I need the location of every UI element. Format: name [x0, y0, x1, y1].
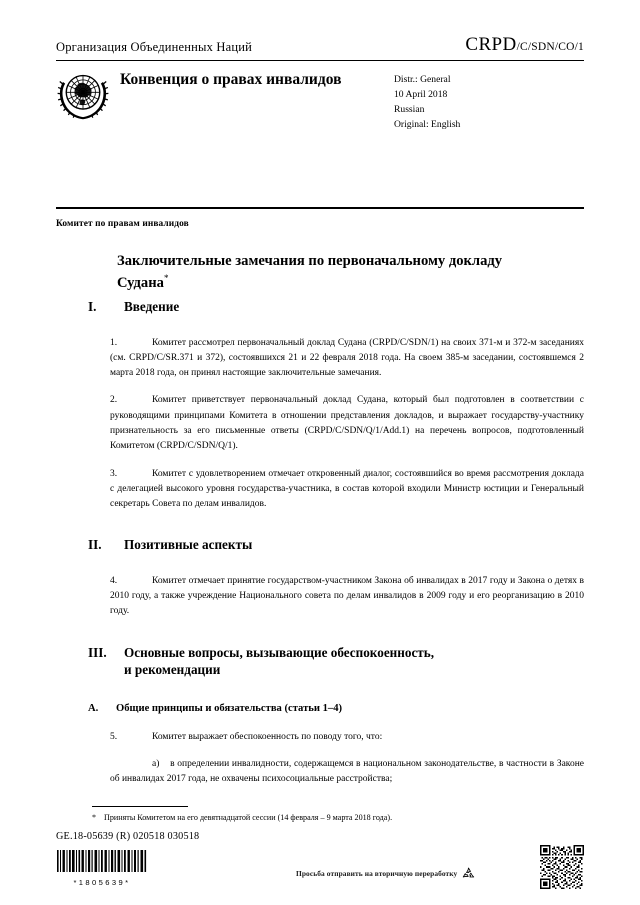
- paragraph-text: Комитет выражает обеспокоенность по поводу того, что:: [152, 731, 383, 742]
- page-title: [117, 252, 537, 294]
- convention-title: Конвенция о правах инвалидов: [120, 71, 342, 88]
- paragraph: [56, 336, 584, 382]
- paragraph-text: Комитет рассмотрел первоначальный доклад Судана (CRPD/C/SDN/1) на своих 371-м и 372-м заседаниях (см. CRPD/C/SR.371 и 372), состоявшихся 21 и 22 февраля 2018 года. На своем 385-м заседании, состоявшемся 2 марта 2018 года, он принял настоящие заключительные замечания.: [110, 337, 584, 379]
- section-numeral-intro: I.: [88, 299, 97, 314]
- subsection-heading-general-principles: [56, 703, 584, 714]
- page-title-footnote-marker: *: [163, 272, 169, 283]
- barcode-text: *1805639*: [73, 878, 131, 887]
- paragraph-number: 3.: [110, 468, 118, 479]
- section-heading-concerns: [56, 644, 584, 679]
- footnote-separator: [92, 806, 188, 807]
- subparagraph-body: в определении инвалидности, содержащемся в национальном законодательстве, в частности в Законе об инвалидах 2017 года, не охвачены психосоциальные расстройства;: [110, 759, 584, 785]
- footnote-text: Приняты Комитетом на его девятнадцатой сессии (14 февраля – 9 марта 2018 года).: [104, 813, 393, 822]
- subparagraph-label: a): [152, 759, 160, 770]
- section-title-positive: Позитивные аспекты: [124, 537, 253, 553]
- masthead-rule: [56, 60, 584, 61]
- distribution-type: Distr.: General: [394, 74, 451, 85]
- distribution-block: [388, 66, 584, 133]
- paragraph-number: 2.: [110, 395, 118, 406]
- section-title-intro: Введение: [124, 299, 180, 314]
- ge-reference: GE.18-05639 (R) 020518 030518: [56, 831, 200, 842]
- paragraph: [56, 730, 584, 745]
- section-heading-positive: [56, 536, 584, 554]
- section-numeral-positive: II.: [88, 537, 102, 553]
- document-date: 10 April 2018: [394, 88, 448, 100]
- paragraph: [56, 574, 584, 620]
- subparagraph-text: [110, 757, 584, 788]
- masthead: [56, 34, 584, 61]
- paragraph: [56, 467, 584, 513]
- paragraph-text: Комитет отмечает принятие государством-участником Закона об инвалидах в 2017 году и Закона о детях в 2010 году, а также учреждение Национального совета по делам инвалидов в 2009 году и его реорганизацию в 2010 году.: [110, 575, 584, 617]
- document-body: [56, 298, 584, 788]
- paragraph-text: Комитет с удовлетворением отмечает откровенный диалог, состоявшийся во время рассмотрения доклада с делегацией высокого уровня государства-участника, в состав которой входили Министр юстиции и Генеральный секретарь Совета по делам инвалидов.: [110, 468, 584, 510]
- section-title-concerns-line2: и рекомендации: [124, 662, 221, 678]
- recycle-text: Просьба отправить на вторичную переработку: [296, 869, 458, 878]
- document-symbol-sub: /C/SDN/CO/1: [516, 41, 584, 53]
- title-band: [56, 66, 584, 133]
- page-title-text: Заключительные замечания по первоначальному докладу Судана: [117, 253, 503, 291]
- section-numeral-concerns: III.: [88, 644, 107, 660]
- qr-code: [540, 845, 584, 889]
- section-title-concerns-line1: Основные вопросы, вызывающие обеспокоенность,: [124, 644, 435, 660]
- footnote-marker: *: [92, 813, 97, 822]
- recycle-notice: [296, 866, 476, 881]
- paragraph-number: 4.: [110, 575, 118, 586]
- document-language: Russian: [394, 103, 425, 115]
- barcode: [56, 850, 148, 887]
- organization-name: Организация Объединенных Наций: [56, 40, 253, 55]
- paragraph-number: 1.: [110, 337, 118, 348]
- paragraph: [56, 393, 584, 454]
- recycle-icon: [461, 866, 476, 881]
- footnote: [92, 812, 552, 823]
- committee-name: Комитет по правам инвалидов: [56, 219, 189, 229]
- subsection-letter: A.: [88, 702, 99, 714]
- un-emblem: [56, 68, 110, 122]
- document-symbol-main: CRPD: [465, 34, 517, 55]
- subparagraph: [56, 757, 584, 788]
- paragraph-number: 5.: [110, 731, 118, 742]
- document-symbol: [465, 34, 584, 57]
- subsection-title: Общие принципы и обязательства (статьи 1–4): [116, 702, 343, 714]
- header-separator-rule: [56, 207, 584, 209]
- section-title-concerns: [124, 644, 584, 679]
- original-language: Original: English: [394, 118, 461, 130]
- paragraph-text: Комитет приветствует первоначальный доклад Судана, который был подготовлен в соответствии с руководящими принципами Комитета в отношении представления докладов, и выражает государству-участнику признательность за его письменные ответы (CRPD/C/SDN/Q/1/Add.1) на перечень вопросов, подготовленный Комитетом (CRPD/C/SDN/Q/1).: [110, 395, 584, 452]
- section-heading-intro: [56, 298, 584, 316]
